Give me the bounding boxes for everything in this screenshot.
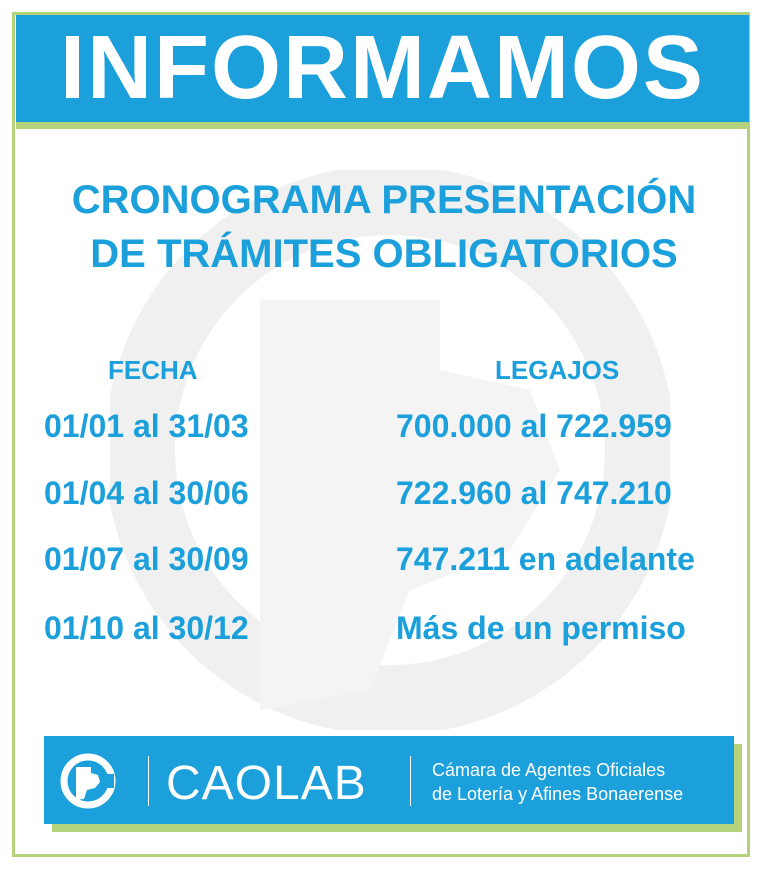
row-legajos: 722.960 al 747.210 (396, 475, 672, 511)
header-title: INFORMAMOS (60, 18, 705, 118)
row-legajos: Más de un permiso (396, 610, 686, 646)
row-fecha: 01/07 al 30/09 (44, 541, 249, 577)
row-legajos: 700.000 al 722.959 (396, 408, 672, 444)
header-banner (16, 15, 749, 122)
row-fecha: 01/10 al 30/12 (44, 610, 249, 646)
footer-banner (44, 736, 734, 824)
column-header-fecha: FECHA (108, 355, 198, 385)
caolab-logo-icon (58, 752, 118, 810)
row-fecha: 01/01 al 31/03 (44, 408, 249, 444)
schedule-title-line1: CRONOGRAMA PRESENTACIÓN (71, 178, 697, 222)
brand-description-line1: Cámara de Agentes Oficiales (432, 760, 666, 780)
column-header-legajos: LEGAJOS (495, 355, 620, 385)
footer-divider (410, 756, 411, 806)
schedule-title-line2: DE TRÁMITES OBLIGATORIOS (90, 232, 678, 276)
footer-divider (148, 756, 149, 806)
brand-name: CAOLAB (166, 757, 367, 810)
banner-shadow (16, 122, 749, 129)
row-fecha: 01/04 al 30/06 (44, 475, 249, 511)
brand-description-line2: de Lotería y Afines Bonaerense (432, 784, 684, 804)
row-legajos: 747.211 en adelante (396, 541, 695, 577)
